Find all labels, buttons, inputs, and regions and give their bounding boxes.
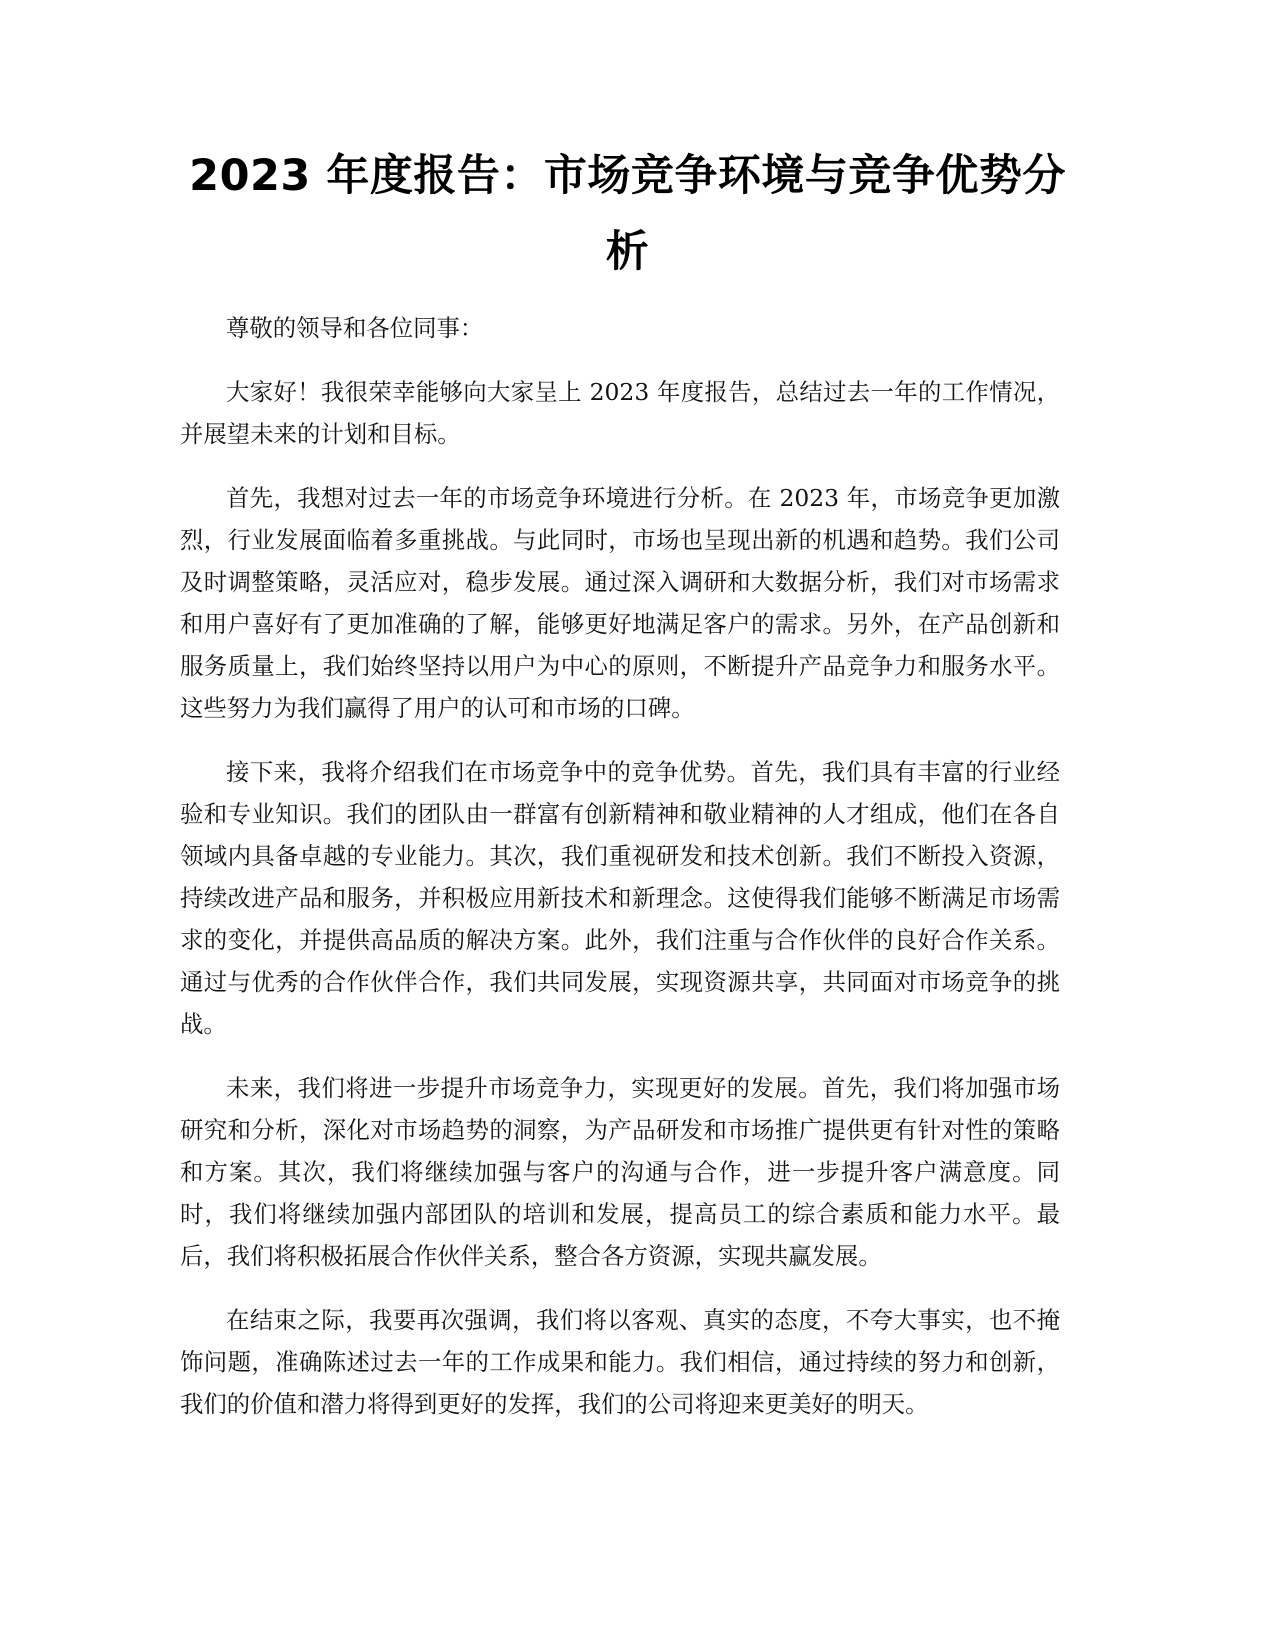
salutation-paragraph: 尊敬的领导和各位同事： (226, 314, 484, 342)
market-environment-paragraph: 首先，我想对过去一年的市场竞争环境进行分析。在 2023 年，市场竞争更加激烈，行业发展面临着多重挑战。与此同时，市场也呈现出新的机遇和趋势。我们公司及时调整策略，灵活应对，稳步发展。通过深入调研和大数据分析，我们对市场需求和用户喜好有了更加准确的了解，能够更好地满足客户的需求。另外，在产品创新和服务质量上，我们始终坚持以用户为中心的原则，不断提升产品竞争力和服务水平。这些努力为我们赢得了用户的认可和市场的口碑。 (180, 484, 1060, 722)
document-title: 2023 年度报告：市场竞争环境与竞争优势分析 (189, 151, 1066, 277)
greeting-paragraph: 大家好！我很荣幸能够向大家呈上 2023 年度报告，总结过去一年的工作情况，并展望未来的计划和目标。 (180, 378, 1060, 448)
competitive-advantage-paragraph: 接下来，我将介绍我们在市场竞争中的竞争优势。首先，我们具有丰富的行业经验和专业知识。我们的团队由一群富有创新精神和敬业精神的人才组成，他们在各自领域内具备卓越的专业能力。其次，我们重视研发和技术创新。我们不断投入资源，持续改进产品和服务，并积极应用新技术和新理念。这使得我们能够不断满足市场需求的变化，并提供高品质的解决方案。此外，我们注重与合作伙伴的良好合作关系。通过与优秀的合作伙伴合作，我们共同发展，实现资源共享，共同面对市场竞争的挑战。 (180, 758, 1060, 1038)
future-plan-paragraph: 未来，我们将进一步提升市场竞争力，实现更好的发展。首先，我们将加强市场研究和分析，深化对市场趋势的洞察，为产品研发和市场推广提供更有针对性的策略和方案。其次，我们将继续加强与客户的沟通与合作，进一步提升客户满意度。同时，我们将继续加强内部团队的培训和发展，提高员工的综合素质和能力水平。最后，我们将积极拓展合作伙伴关系，整合各方资源，实现共赢发展。 (180, 1074, 1060, 1270)
document-body (180, 307, 1060, 1447)
closing-paragraph: 在结束之际，我要再次强调，我们将以客观、真实的态度，不夸大事实，也不掩饰问题，准确陈述过去一年的工作成果和能力。我们相信，通过持续的努力和创新，我们的价值和潜力将得到更好的发挥，我们的公司将迎来更美好的明天。 (180, 1306, 1060, 1418)
